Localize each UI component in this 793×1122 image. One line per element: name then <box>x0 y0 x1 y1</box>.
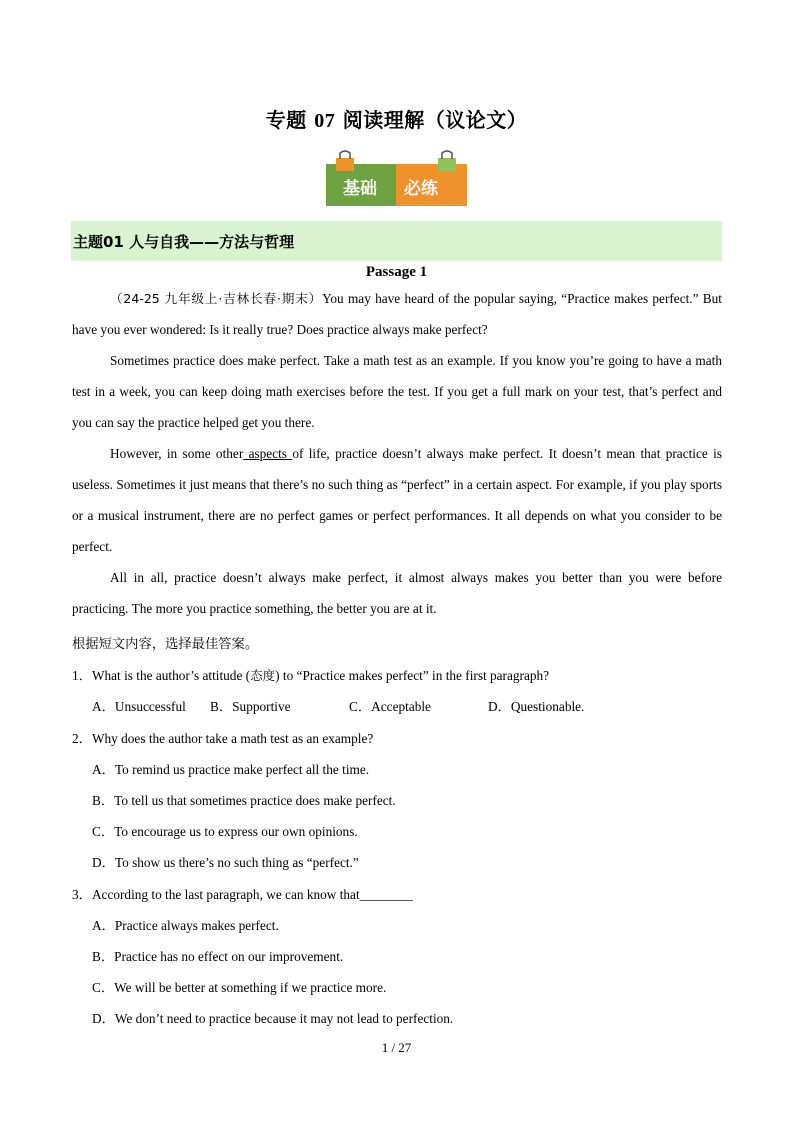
question-2-option-b[interactable]: B．To tell us that sometimes practice does make perfect. <box>92 793 396 808</box>
paragraph-3 <box>72 438 722 562</box>
title-number: 07 <box>314 110 336 132</box>
paragraph-3-start: However, in some other <box>110 446 244 461</box>
question-3-option-b[interactable]: B．Practice has no effect on our improvement. <box>92 949 344 964</box>
title-rest: 阅读理解（议论文） <box>342 108 528 132</box>
paragraph-2: Sometimes practice does make perfect. Take a math test as an example. If you know you’re going to have a math test in a week, you can keep doing math exercises before the test. If you get a full mark on your test, that’s perfect and you can say the practice helped get you there. <box>72 353 722 430</box>
binder-clip-icon <box>436 150 458 172</box>
question-3-stem: 3．According to the last paragraph, we can know that________ <box>72 887 413 902</box>
section-heading-bar <box>71 221 722 261</box>
badge-right-label: 必练 <box>404 179 438 199</box>
source-note: （24-25 九年级上·吉林长春·期末） <box>110 291 323 306</box>
page-number: 1 / 27 <box>381 1040 412 1055</box>
question-1-option-c[interactable]: C．Acceptable <box>349 699 431 714</box>
question-1-stem <box>72 665 549 684</box>
passage-title: Passage 1 <box>365 264 428 280</box>
question-2-option-d[interactable]: D．To show us there’s no such thing as “perfect.” <box>92 855 359 870</box>
question-1-stem-start: 1．What is the author’s attitude ( <box>72 668 251 683</box>
binder-clip-icon <box>334 150 356 172</box>
question-3-option-a[interactable]: A．Practice always makes perfect. <box>92 918 279 933</box>
question-2-option-a[interactable]: A．To remind us practice make perfect all the time. <box>92 762 370 777</box>
document-title <box>0 104 793 133</box>
paragraph-1 <box>72 283 722 345</box>
passage-body <box>72 283 722 624</box>
badge-left-label: 基础 <box>343 179 377 199</box>
paragraph-1-text: You may have heard of the popular saying, “Practice makes perfect.” But have you ever wondered: Is it really true? Does practice always make perfect? <box>72 291 722 337</box>
question-3-option-c[interactable]: C．We will be better at something if we practice more. <box>92 980 387 995</box>
question-2-stem: 2．Why does the author take a math test as an example? <box>72 731 374 746</box>
question-2-option-c[interactable]: C．To encourage us to express our own opinions. <box>92 824 358 839</box>
question-1-option-b[interactable]: B．Supportive <box>210 699 291 714</box>
underlined-word: aspects <box>243 446 293 461</box>
title-prefix: 专题 <box>265 108 307 132</box>
paragraph-3-rest: of life, practice doesn’t always make perfect. It doesn’t mean that practice is useless. Sometimes it just means that there’s no such thing as “perfect” in a certain aspect. For example, if you play sports or a musical instrument, there are no perfect games or perfect performances. It all depends on what you consider to be perfect. <box>72 446 723 554</box>
instruction: 根据短文内容，选择最佳答案。 <box>72 637 259 652</box>
question-1-option-a[interactable]: A．Unsuccessful <box>92 699 186 714</box>
question-1-stem-end: ) to “Practice makes perfect” in the first paragraph? <box>275 668 550 683</box>
question-3-option-d[interactable]: D．We don’t need to practice because it may not lead to perfection. <box>92 1011 454 1026</box>
paragraph-4: All in all, practice doesn’t always make perfect, it almost always makes you better than you were before practicing. The more you practice something, the better you are at it. <box>72 570 722 616</box>
basic-practice-badge <box>326 164 467 206</box>
question-1-stem-cn: 态度 <box>250 668 276 683</box>
question-1-option-d[interactable]: D．Questionable. <box>488 699 585 714</box>
section-heading: 主题01 人与自我——方法与哲理 <box>73 233 295 251</box>
